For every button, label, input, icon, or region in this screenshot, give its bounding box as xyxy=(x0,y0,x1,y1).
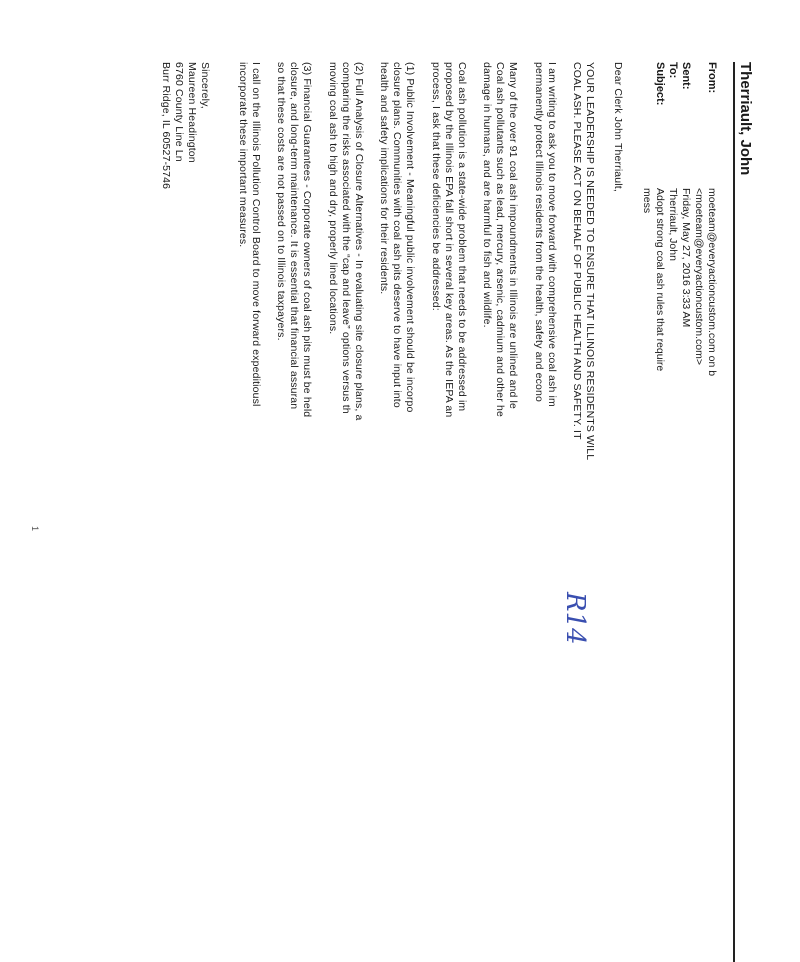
signature-street: 6760 County Line Ln xyxy=(173,62,185,162)
subject-label: Subject: xyxy=(654,62,666,106)
to-label: To: xyxy=(667,62,679,79)
paragraph-5-line-2: comparing the risks associated with the “cap and leave” options versus th xyxy=(340,62,352,414)
closing: Sincerely, xyxy=(199,62,211,109)
paragraph-3-line-3: process, I ask that these deficiencies be addressed: xyxy=(430,62,442,311)
paragraph-6-line-3: so that these costs are not passed on to Illinois taxpayers. xyxy=(275,62,287,341)
salutation: Dear Clerk John Therriault, xyxy=(612,62,624,192)
sent-label: Sent: xyxy=(680,62,692,90)
paragraph-4-line-1: (1) Public Involvement - Meaningful public involvement should be incorpo xyxy=(404,62,416,413)
paragraph-4-line-3: health and safety implications for their residents. xyxy=(378,62,390,295)
paragraph-2-line-3: damage in humans, and are harmful to fish and wildlife. xyxy=(481,62,493,328)
paragraph-1-line-2: permanently protect Illinois residents from the health, safety and econo xyxy=(533,62,545,402)
signature-city: Burr Ridge, IL 60527-5746 xyxy=(160,62,172,190)
paragraph-6-line-2: closure, and long-term maintenance. It is essential that financial assuran xyxy=(288,62,300,410)
title-underline xyxy=(733,62,735,962)
sent-value: Friday, May 27, 2016 3:33 AM xyxy=(680,188,692,328)
paragraph-2-line-2: Coal ash pollutants such as lead, mercury, arsenic, cadmium and other he xyxy=(494,62,506,417)
paragraph-3-line-1: Coal ash pollution is a state-wide problem that needs to be addressed im xyxy=(456,62,468,412)
handwritten-stamp: R14 xyxy=(560,592,590,645)
paragraph-5-line-3: moving coal ash to high and dry, properly lined locations. xyxy=(327,62,339,335)
from-label: From: xyxy=(706,62,718,94)
lead-line-2: COAL ASH. PLEASE ACT ON BEHALF OF PUBLIC HEALTH AND SAFETY. IT xyxy=(571,62,583,440)
paragraph-7-line-1: I call on the Illinois Pollution Control Board to move forward expeditiousl xyxy=(250,62,262,407)
to-value: Therriault, John xyxy=(667,188,679,261)
paragraph-5-line-1: (2) Full Analysis of Closure Alternatives - In evaluating site closure plans, a xyxy=(353,62,365,421)
paragraph-6-line-1: (3) Financial Guarantees - Corporate owners of coal ash pits must be held xyxy=(301,62,313,418)
paragraph-2-line-1: Many of the over 91 coal ash impoundments in Illinois are unlined and le xyxy=(507,62,519,409)
from-value-line-2: <moeteam@everyactioncustom.com> xyxy=(693,188,705,365)
paragraph-4-line-2: closure plans. Communities with coal ash pits deserve to have input into xyxy=(391,62,403,408)
subject-value-line-1: Adopt strong coal ash rules that require xyxy=(654,188,666,372)
paragraph-3-line-2: proposed by the Illinois EPA fall short in several key areas. As the IEPA an xyxy=(443,62,455,418)
paragraph-1-line-1: I am writing to ask you to move forward with comprehensive coal ash im xyxy=(546,62,558,407)
subject-value-line-2: mess xyxy=(641,188,653,214)
letter-sheet xyxy=(114,62,754,962)
from-value-line-1: moeteam@everyactioncustom.com on b xyxy=(706,188,718,377)
page-number: 1 xyxy=(30,526,40,532)
paragraph-7-line-2: incorporate these important measures. xyxy=(237,62,249,248)
document-title: Therriault, John xyxy=(737,62,754,176)
lead-line-1: YOUR LEADERSHIP IS NEEDED TO ENSURE THAT ILLINOIS RESIDENTS WILL xyxy=(584,62,596,461)
signature-name: Maureen Headington xyxy=(186,62,198,163)
